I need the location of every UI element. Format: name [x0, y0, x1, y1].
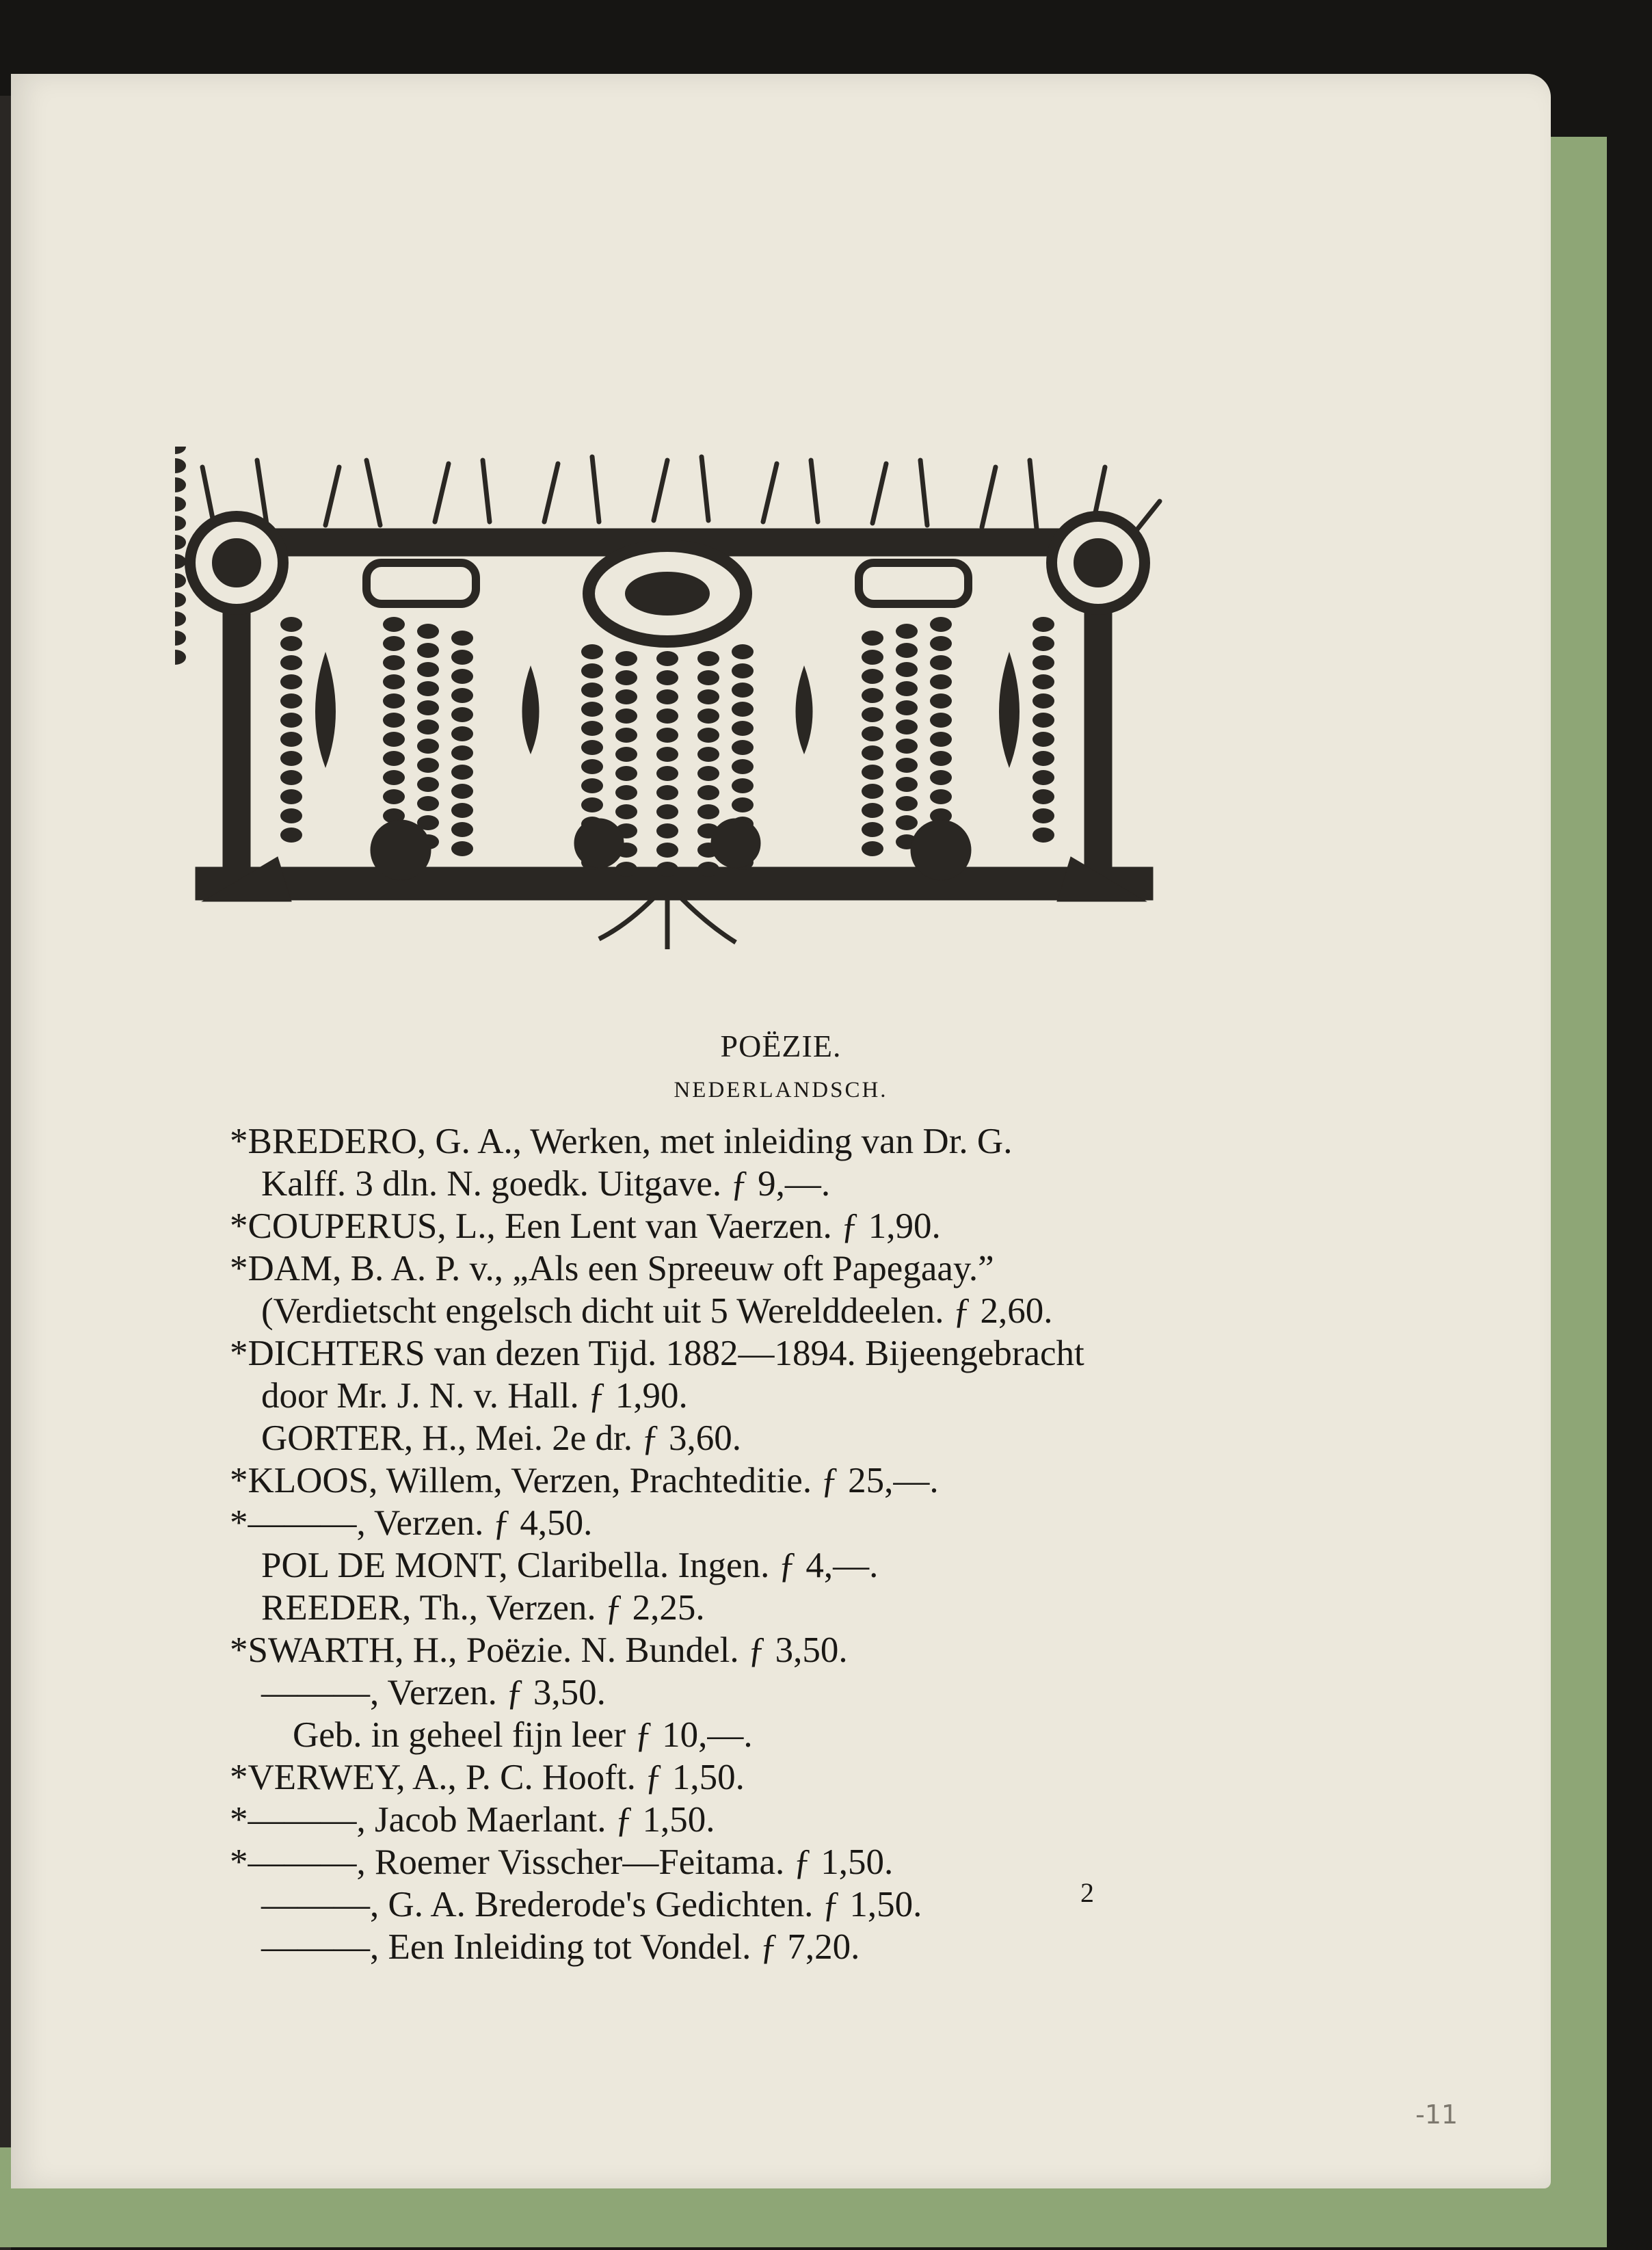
list-item: *BREDERO, G. A., Werken, met inleiding van Dr. G.	[230, 1122, 1013, 1161]
list-item: *VERWEY, A., P. C. Hooft. ƒ 1,50.	[230, 1758, 745, 1797]
page-number: 2	[1080, 1877, 1094, 1908]
list-item: *———, Verzen. ƒ 4,50.	[230, 1503, 593, 1543]
list-item: *SWARTH, H., Poëzie. N. Bundel. ƒ 3,50.	[230, 1630, 848, 1670]
list-item: *———, Roemer Visscher—Feitama. ƒ 1,50.	[230, 1842, 894, 1882]
list-item: *KLOOS, Willem, Verzen, Prachteditie. ƒ 25,—.	[230, 1461, 939, 1500]
list-item: Kalff. 3 dln. N. goedk. Uitgave. ƒ 9,—.	[261, 1164, 831, 1204]
list-item: door Mr. J. N. v. Hall. ƒ 1,90.	[261, 1376, 688, 1416]
pencil-annotation: -11	[1415, 2100, 1458, 2130]
book-spine-shadow	[0, 96, 11, 2250]
list-item: *———, Jacob Maerlant. ƒ 1,50.	[230, 1800, 715, 1840]
list-item: POL DE MONT, Claribella. Ingen. ƒ 4,—.	[261, 1546, 879, 1585]
list-item: GORTER, H., Mei. 2e dr. ƒ 3,60.	[261, 1418, 741, 1458]
list-item: *COUPERUS, L., Een Lent van Vaerzen. ƒ 1,90.	[230, 1206, 941, 1246]
list-item: REEDER, Th., Verzen. ƒ 2,25.	[261, 1588, 705, 1628]
section-subtitle: NEDERLANDSCH.	[674, 1078, 888, 1102]
section-title: POËZIE.	[720, 1029, 842, 1063]
list-item: ———, Verzen. ƒ 3,50.	[261, 1673, 606, 1712]
list-item: (Verdietscht engelsch dicht uit 5 Werelddeelen. ƒ 2,60.	[261, 1291, 1053, 1331]
list-item: *DAM, B. A. P. v., „Als een Spreeuw oft Papegaay.”	[230, 1249, 994, 1288]
book-page	[11, 74, 1551, 2188]
list-item: ———, G. A. Brederode's Gedichten. ƒ 1,50.	[261, 1885, 922, 1924]
decorative-woodcut-vignette	[175, 447, 1173, 953]
bibliography-list	[230, 1120, 1255, 1968]
list-item: Geb. in geheel fijn leer ƒ 10,—.	[293, 1715, 753, 1755]
list-item: ———, Een Inleiding tot Vondel. ƒ 7,20.	[261, 1927, 860, 1967]
list-item: *DICHTERS van dezen Tijd. 1882—1894. Bijeengebracht	[230, 1334, 1084, 1373]
